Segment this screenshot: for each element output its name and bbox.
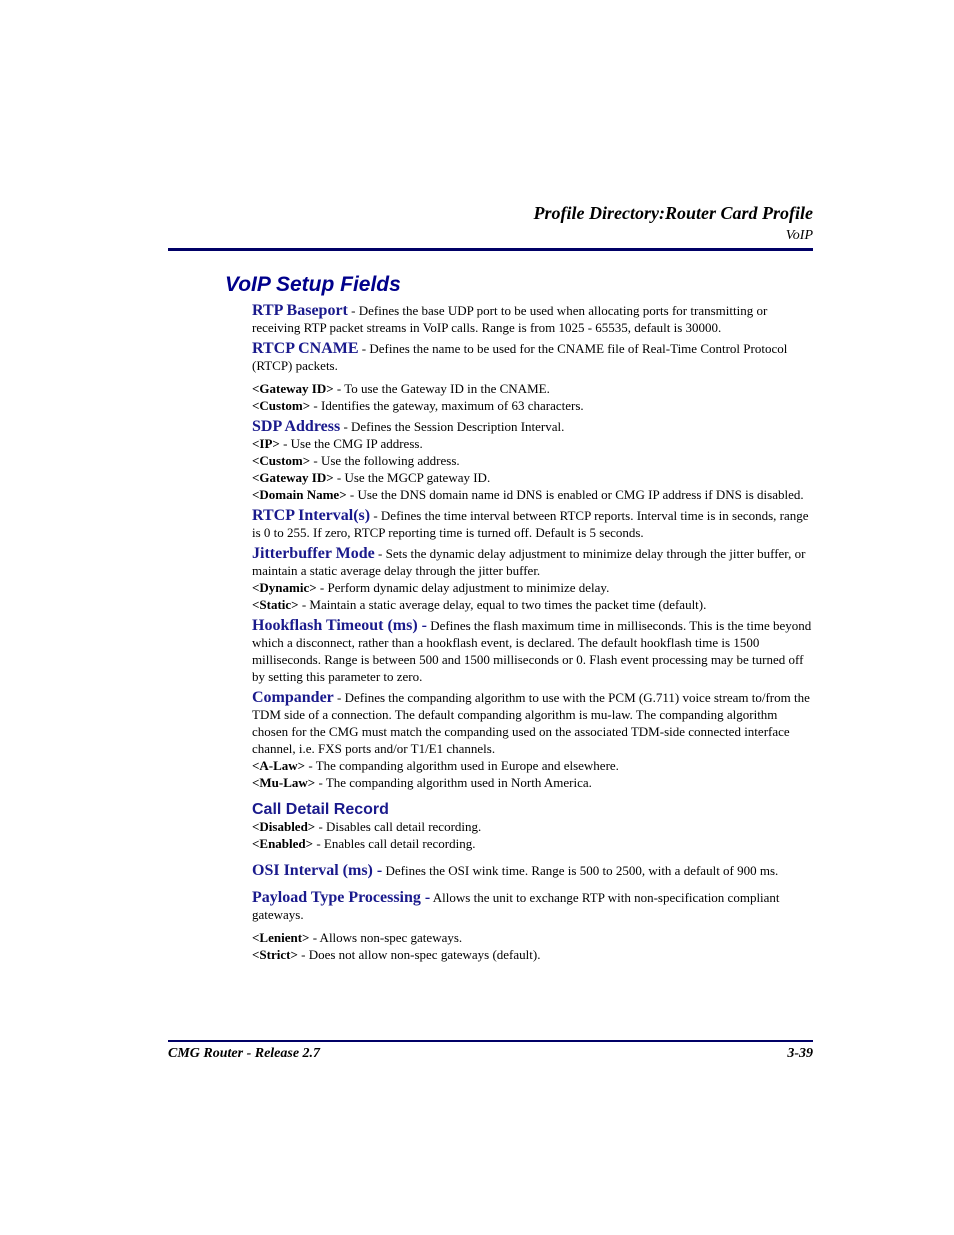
field-entry [252, 302, 814, 336]
option-text: - The companding algorithm used in Europe and elsewhere. [305, 758, 619, 773]
option-item [252, 946, 814, 963]
option-item [252, 774, 814, 791]
option-item [252, 397, 814, 414]
option-text: - The companding algorithm used in North America. [315, 775, 592, 790]
option-key: <Custom> [252, 398, 311, 413]
option-key: <Lenient> [252, 930, 310, 945]
field-entry [252, 889, 814, 963]
option-key: <Dynamic> [252, 580, 317, 595]
option-item [252, 469, 814, 486]
field-term: OSI Interval (ms) - [252, 862, 383, 879]
field-term: Call Detail Record [252, 801, 389, 818]
footer-release: CMG Router - Release 2.7 [168, 1046, 321, 1061]
header-rule [168, 248, 813, 251]
option-item [252, 757, 814, 774]
option-key: <Enabled> [252, 836, 314, 851]
option-item [252, 380, 814, 397]
option-text: - Allows non-spec gateways. [309, 930, 463, 945]
field-entry [252, 418, 814, 503]
field-desc: - Sets the dynamic delay adjustment to minimize delay through the jitter buffer, or maintain a static average delay through the jitter buffer. [252, 546, 806, 578]
field-term: RTP Baseport [252, 302, 348, 319]
option-key: <Gateway ID> [252, 381, 334, 396]
field-desc: - Defines the time interval between RTCP reports. Interval time is in seconds, range is 0 to 255. If zero, RTCP reporting time is turned off. Default is 5 seconds. [252, 508, 809, 540]
option-key: <A-Law> [252, 758, 306, 773]
option-key: <Mu-Law> [252, 775, 316, 790]
option-key: <IP> [252, 436, 280, 451]
option-item [252, 596, 814, 613]
field-desc: Allows the unit to exchange RTP with non-specification compliant gateways. [252, 890, 780, 922]
field-desc: - Defines the companding algorithm to use with the PCM (G.711) voice stream to/from the TDM side of a connection. The default companding algorithm is mu-law. The companding algorithm chosen for the CMG must match the companding used on the associated TDM-side connected interface channel, i.e. FXS ports and/or T1/E1 channels. [252, 690, 810, 756]
option-key: <Custom> [252, 453, 311, 468]
page-number: 3-39 [787, 1046, 813, 1061]
field-term: Hookflash Timeout (ms) - [252, 617, 427, 634]
option-text: - Use the following address. [310, 453, 460, 468]
field-term: Compander [252, 689, 334, 706]
option-item [252, 818, 814, 835]
option-key: <Disabled> [252, 819, 316, 834]
field-desc: - Defines the name to be used for the CNAME file of Real-Time Control Protocol (RTCP) packets. [252, 341, 788, 373]
field-entry [252, 689, 814, 791]
option-text: - Use the MGCP gateway ID. [333, 470, 491, 485]
option-text: - Use the DNS domain name id DNS is enabled or CMG IP address if DNS is disabled. [346, 487, 804, 502]
field-entry [252, 507, 814, 541]
option-text: - To use the Gateway ID in the CNAME. [333, 381, 550, 396]
field-entry [252, 801, 814, 852]
option-key: <Domain Name> [252, 487, 347, 502]
option-item [252, 835, 814, 852]
field-list [252, 302, 814, 967]
field-term: Jitterbuffer Mode [252, 545, 375, 562]
option-item [252, 486, 814, 503]
running-header-title: Profile Directory:Router Card Profile [533, 203, 813, 223]
option-key: <Strict> [252, 947, 298, 962]
option-item [252, 929, 814, 946]
footer-rule [168, 1040, 813, 1042]
field-desc: - Defines the Session Description Interval. [340, 419, 565, 434]
field-entry [252, 545, 814, 613]
section-title: VoIP Setup Fields [225, 273, 401, 296]
field-entry [252, 862, 814, 879]
field-term: SDP Address [252, 418, 341, 435]
option-item [252, 435, 814, 452]
option-item [252, 579, 814, 596]
field-term: RTCP Interval(s) [252, 507, 371, 524]
option-item [252, 452, 814, 469]
option-text: - Maintain a static average delay, equal to two times the packet time (default). [298, 597, 707, 612]
field-term: Payload Type Processing - [252, 889, 431, 906]
option-key: <Static> [252, 597, 299, 612]
option-text: - Identifies the gateway, maximum of 63 characters. [310, 398, 584, 413]
field-entry [252, 617, 814, 685]
option-text: - Use the CMG IP address. [279, 436, 423, 451]
option-text: - Perform dynamic delay adjustment to minimize delay. [316, 580, 610, 595]
option-key: <Gateway ID> [252, 470, 334, 485]
option-text: - Disables call detail recording. [315, 819, 482, 834]
running-header-subtitle: VoIP [785, 228, 813, 243]
field-desc: Defines the flash maximum time in milliseconds. This is the time beyond which a disconnect, rather than a hookflash event, is declared. The default hookflash time is 1500 milliseconds. Range is between 500 and 1500 milliseconds or 0. Flash event processing may be turned off by setting this parameter to zero. [252, 618, 812, 684]
option-text: - Does not allow non-spec gateways (default). [297, 947, 541, 962]
field-desc: Defines the OSI wink time. Range is 500 to 2500, with a default of 900 ms. [382, 863, 779, 878]
field-term: RTCP CNAME [252, 340, 359, 357]
field-desc: - Defines the base UDP port to be used when allocating ports for transmitting or receiving RTP packet streams in VoIP calls. Range is from 1025 - 65535, default is 30000. [252, 303, 768, 335]
option-text: - Enables call detail recording. [313, 836, 476, 851]
field-entry [252, 340, 814, 414]
